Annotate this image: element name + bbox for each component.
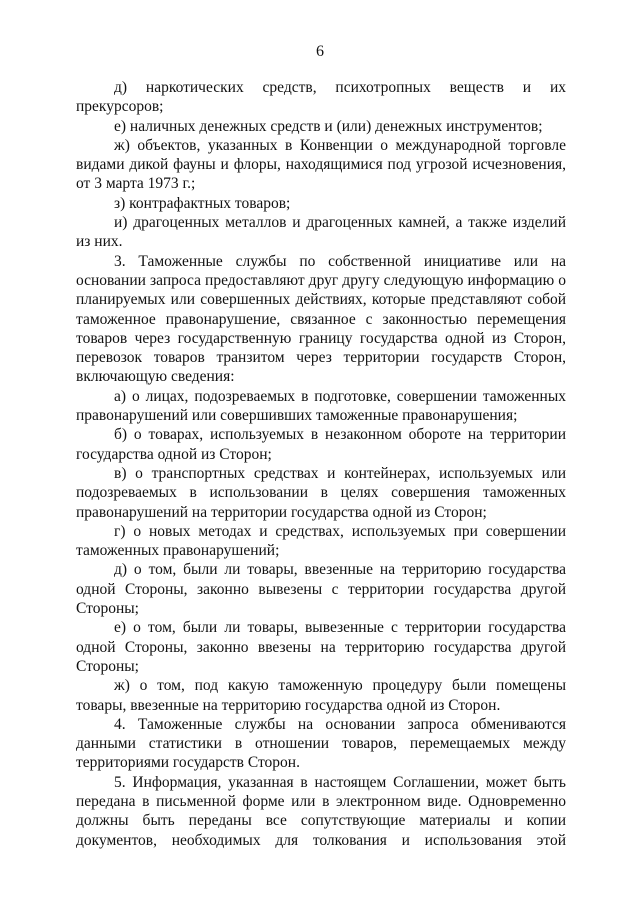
clause-5: 5. Информация, указанная в настоящем Соглашении, может быть передана в письменной форме или в электронном виде. Одновременно должны быть переданы все сопутствующие материалы и копии документов, необходимых для толкования и использования этой — [76, 773, 566, 849]
page-number: 6 — [316, 43, 324, 60]
clause-3-item-g: г) о новых методах и средствах, используемых при совершении таможенных правонарушений; — [76, 522, 566, 560]
clause-3: 3. Таможенные службы по собственной инициативе или на основании запроса предоставляют друг другу следующую информацию о планируемых или совершенных действиях, которые представляют собой таможенное правонарушение, связанное с законностью перемещения товаров через государственную границу государства одной из Сторон, перевозок товаров транзитом через территории государств Сторон, включающую сведения: — [76, 252, 566, 386]
clause-3-item-zh: ж) о том, под какую таможенную процедуру были помещены товары, ввезенные на территорию государства одной из Сторон. — [76, 677, 566, 714]
list-item-z-counterfeit: з) контрафактных товаров; — [114, 194, 291, 212]
clause-4: 4. Таможенные службы на основании запроса обмениваются данными статистики в отношении товаров, перемещаемых между территориями государств Сторон. — [76, 715, 566, 772]
clause-3-item-e: е) о том, были ли товары, вывезенные с территории государства одной Стороны, законно ввезены на территорию государства другой Стороны; — [76, 619, 566, 675]
list-item-zh-cites-objects: ж) объектов, указанных в Конвенции о международной торговле видами дикой фауны и флоры, находящимися под угрозой исчезновения, от 3 марта 1973 г.; — [76, 136, 566, 193]
clause-3-item-b: б) о товарах, используемых в незаконном обороте на территории государства одной из Сторон; — [76, 426, 566, 463]
clause-3-item-a: а) о лицах, подозреваемых в подготовке, совершении таможенных правонарушений или совершивших таможенные правонарушения; — [76, 387, 566, 425]
list-item-e-cash: е) наличных денежных средств и (или) денежных инструментов; — [114, 117, 543, 135]
list-item-d-narcotics: д) наркотических средств, психотропных веществ и их прекурсоров; — [76, 79, 566, 116]
clause-3-item-d: д) о том, были ли товары, ввезенные на территорию государства одной Стороны, законно вывезены с территории государства другой Стороны; — [76, 561, 566, 618]
list-item-i-precious-metals: и) драгоценных металлов и драгоценных камней, а также изделий из них. — [76, 214, 566, 251]
document-body — [76, 78, 566, 850]
clause-3-item-v: в) о транспортных средствах и контейнерах, используемых или подозреваемых в использовании в целях совершения таможенных правонарушений на территории государства одной из Сторон; — [76, 464, 566, 521]
